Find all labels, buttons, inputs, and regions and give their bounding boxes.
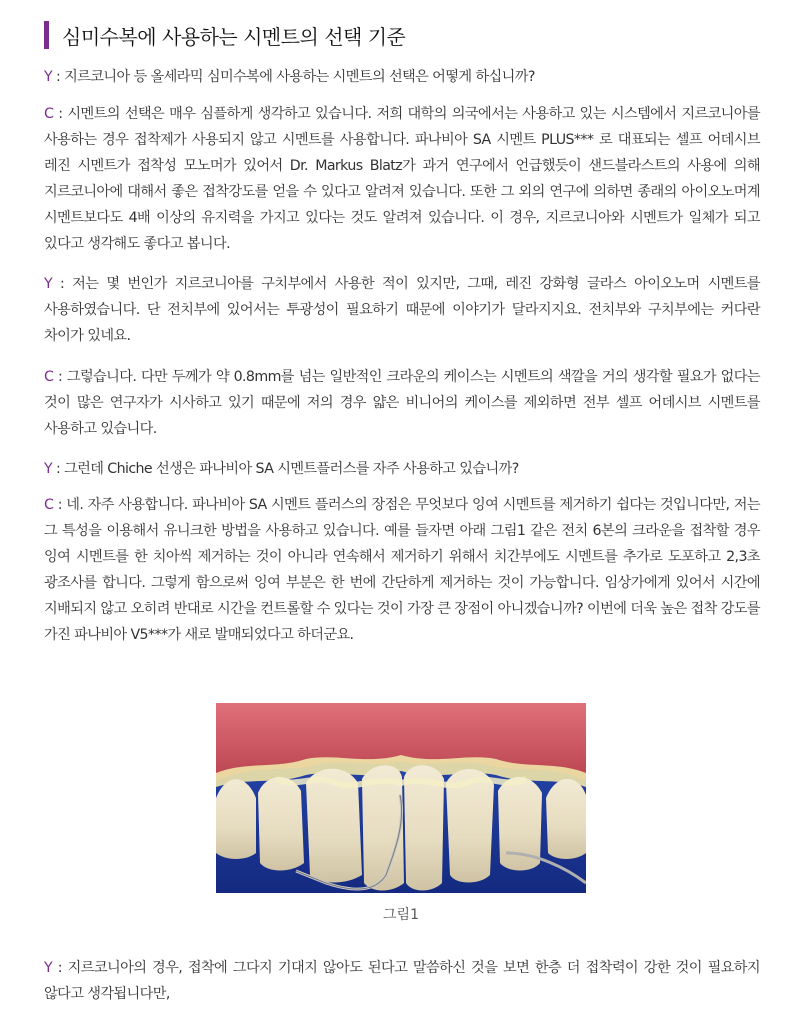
dialogue-text: : 시멘트의 선택은 매우 심플하게 생각하고 있습니다. 저희 대학의 의국에서는 사용하고 있는 시스템에서 지르코니아를 사용하는 경우 접착제가 사용되지 않고 시멘트를 사용합니다. 파나비아 SA 시멘트 PLUS*** 로 대표되는 셀프 어데시브 레진 시멘트가 접착성 모노머가 있어서 Dr. Markus Blatz가 과거 연구에서 언급했듯이 샌드블라스트의 사용에 의해 지르코니아에 대해서 좋은 접착강도를 얻을 수 있다고 알려져 있습니다. 또한 그 외의 연구에 의하면 종래의 아이오노머계 시멘트보다도 4배 이상의 유지력을 가지고 있다는 것도 알려져 있습니다. 이 경우, 지르코니아와 시멘트가 일체가 되고 있다고 생각해도 좋다고 봅니다.	[44, 106, 760, 252]
dialogue-paragraph	[44, 492, 760, 648]
dialogue-paragraph	[44, 955, 760, 1007]
speaker-label: Y	[44, 69, 53, 85]
heading-accent-bar	[44, 21, 49, 49]
dialogue-text: : 네. 자주 사용합니다. 파나비아 SA 시멘트 플러스의 장점은 무엇보다 잉여 시멘트를 제거하기 쉽다는 것입니다만, 저는 그 특성을 이용해서 유니크한 방법을 사용하고 있습니다. 예를 들자면 아래 그림1 같은 전치 6본의 크라운을 접착할 경우 잉여 시멘트를 한 치아씩 제거하는 것이 아니라 연속해서 제거하기 위해서 치간부에도 시멘트를 추가로 도포하고 2,3초 광조사를 합니다. 그렇게 함으로써 잉여 부분은 한 번에 간단하게 제거하는 것이 가능합니다. 임상가에게 있어서 시간에 지배되지 않고 오히려 반대로 시간을 컨트롤할 수 있다는 것이 가장 큰 장점이 아니겠습니까? 이번에 더욱 높은 접착 강도를 가진 파나비아 V5***가 새로 발매되었다고 하더군요.	[44, 497, 760, 643]
speaker-label: C	[44, 369, 54, 385]
dialogue-paragraph	[44, 64, 760, 90]
section-heading	[44, 20, 405, 50]
speaker-label: C	[44, 106, 54, 122]
dialogue-text: : 그런데 Chiche 선생은 파나비아 SA 시멘트플러스를 자주 사용하고 있습니까?	[52, 461, 519, 477]
dialogue-text: : 그렇습니다. 다만 두께가 약 0.8mm를 넘는 일반적인 크라운의 케이스는 시멘트의 색깔을 거의 생각할 필요가 없다는 것이 많은 연구자가 시사하고 있기 때문에 저의 경우 얇은 비니어의 케이스를 제외하면 전부 셀프 어데시브 시멘트를 사용하고 있습니다.	[44, 369, 760, 437]
speaker-label: Y	[44, 461, 53, 477]
teeth-illustration	[216, 703, 586, 893]
dialogue-paragraph	[44, 271, 760, 349]
speaker-label: C	[44, 497, 54, 513]
speaker-label: Y	[44, 960, 53, 976]
dialogue-paragraph	[44, 364, 760, 442]
dialogue-text: : 지르코니아 등 올세라믹 심미수복에 사용하는 시멘트의 선택은 어떻게 하십니까?	[52, 69, 535, 85]
dialogue-paragraph	[44, 101, 760, 257]
dialogue-text: : 지르코니아의 경우, 접착에 그다지 기대지 않아도 된다고 말씀하신 것을 보면 한층 더 접착력이 강한 것이 필요하지 않다고 생각됩니다만,	[44, 960, 760, 1002]
clinical-photo	[216, 703, 586, 893]
section-title: 심미수복에 사용하는 시멘트의 선택 기준	[62, 24, 406, 49]
dialogue-paragraph	[44, 456, 760, 482]
dialogue-text: : 저는 몇 번인가 지르코니아를 구치부에서 사용한 적이 있지만, 그때, 레진 강화형 글라스 아이오노머 시멘트를 사용하였습니다. 단 전치부에 있어서는 투광성이 필요하기 때문에 이야기가 달라지지요. 전치부와 구치부에는 커다란 차이가 있네요.	[44, 276, 760, 344]
figure-caption: 그림1	[383, 907, 419, 923]
speaker-label: Y	[44, 276, 53, 292]
